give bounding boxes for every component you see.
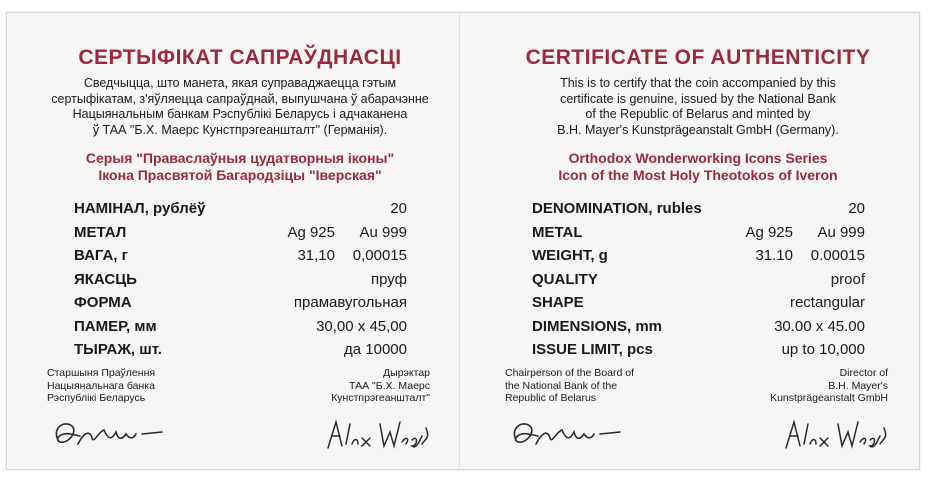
spec-value: 20: [848, 200, 865, 217]
chairperson-signature: [50, 410, 170, 458]
series-heading: [20, 150, 460, 184]
signatory-left: [47, 367, 155, 405]
spec-label: ISSUE LIMIT, pcs: [532, 341, 653, 358]
spec-row-shape: [478, 294, 918, 318]
spec-value-gold: 0.00015: [810, 247, 865, 264]
spec-label: DENOMINATION, rubles: [532, 200, 702, 217]
spec-value-gold: Au 999: [359, 223, 407, 241]
spec-value: proof: [830, 270, 865, 288]
certificate-title: CERTIFICATE OF AUTHENTICITY: [525, 46, 871, 69]
spec-row-issue-limit: [20, 341, 460, 365]
intro-text: [20, 76, 460, 138]
spec-label: WEIGHT, g: [532, 247, 608, 264]
spec-value-silver: 31.10: [755, 247, 793, 264]
signatory-line: Kunstprägeanstalt GmbH: [770, 392, 888, 404]
spec-value: да 10000: [344, 341, 407, 358]
spec-row-weight: [478, 247, 918, 271]
spec-row-dimensions: [478, 318, 918, 342]
spec-label: ЯКАСЦЬ: [74, 270, 137, 288]
spec-row-issue-limit: [478, 341, 918, 365]
spec-row-metal: [478, 224, 918, 248]
signatory-right: [770, 367, 888, 405]
spec-label: ТЫРАЖ, шт.: [74, 341, 162, 358]
signatory-line: Дырэктар: [383, 367, 430, 379]
spec-value: 30,00 x 45,00: [316, 317, 407, 335]
icon-name: Ікона Прасвятой Багародзіцы "Іверская": [98, 167, 382, 183]
intro-line: This is to certify that the coin accompanied by this: [560, 76, 836, 90]
signatory-line: Старшыня Праўлення: [47, 367, 156, 379]
intro-text: [478, 76, 918, 138]
signatory-line: Director of: [839, 367, 888, 379]
spec-row-weight: [20, 247, 460, 271]
spec-value: прамавугольная: [293, 294, 407, 311]
icon-name: Icon of the Most Holy Theotokos of Iveron: [558, 167, 838, 183]
spec-label: METAL: [532, 223, 583, 241]
spec-value: rectangular: [789, 294, 865, 311]
spec-table: [478, 200, 918, 365]
spec-value-silver: 31,10: [297, 247, 335, 264]
intro-line: certificate is genuine, issued by the National Bank: [560, 91, 836, 106]
spec-label: ВАГА, г: [74, 247, 128, 264]
intro-line: B.H. Mayer's Kunstprägeanstalt GmbH (Germany).: [557, 122, 839, 137]
signatory-line: Кунстпрэгеаншталт": [331, 392, 430, 404]
signatory-line: Рэспублікі Беларусь: [47, 392, 146, 404]
spec-row-quality: [478, 271, 918, 295]
signatory-right: [331, 367, 430, 405]
intro-line: of the Republic of Belarus and minted by: [585, 107, 811, 121]
director-signature: [780, 410, 890, 458]
spec-row-denomination: [20, 200, 460, 224]
spec-label: SHAPE: [532, 294, 584, 311]
signatory-line: Chairperson of the Board of: [505, 367, 634, 379]
spec-row-shape: [20, 294, 460, 318]
spec-label: ПАМЕР, мм: [74, 317, 157, 335]
signatory-line: the National Bank of the: [505, 379, 618, 392]
series-name: Серыя "Праваслаўныя цудатворныя іконы": [85, 150, 395, 166]
spec-row-dimensions: [20, 318, 460, 342]
signatory-line: B.H. Mayer's: [828, 379, 888, 392]
intro-line: Сведчыцца, што манета, якая суправаджаецца гэтым: [83, 76, 397, 90]
spec-label: ФОРМА: [74, 294, 132, 311]
spec-row-denomination: [478, 200, 918, 224]
certificate-title: СЕРТЫФІКАТ САПРАЎДНАСЦІ: [78, 46, 402, 69]
series-heading: [478, 150, 918, 184]
english-panel: [478, 12, 918, 468]
spec-row-quality: [20, 271, 460, 295]
signatory-line: ТАА "Б.Х. Маерс: [349, 379, 430, 392]
signatory-left: [505, 367, 634, 405]
spec-value: 30.00 x 45.00: [774, 317, 865, 335]
spec-label: МЕТАЛ: [74, 223, 127, 241]
signatory-line: Нацыянальнага банка: [47, 379, 155, 392]
spec-row-metal: [20, 224, 460, 248]
spec-value: 20: [390, 200, 407, 217]
belarusian-panel: [20, 12, 460, 468]
chairperson-signature: [508, 410, 628, 458]
spec-value-silver: Ag 925: [287, 223, 335, 241]
spec-label: НАМІНАЛ, рублёў: [74, 200, 206, 217]
spec-label: QUALITY: [532, 270, 598, 288]
spec-value: up to 10,000: [781, 341, 865, 358]
series-name: Orthodox Wonderworking Icons Series: [568, 150, 828, 166]
intro-line: сертыфікатам, з'яўляецца сапраўднай, выпушчана ў абарачэнне: [51, 91, 429, 106]
spec-label: DIMENSIONS, mm: [532, 317, 663, 335]
spec-value-gold: 0,00015: [352, 247, 407, 264]
spec-value: пруф: [371, 270, 407, 288]
spec-table: [20, 200, 460, 365]
director-signature: [322, 410, 432, 458]
spec-value-gold: Au 999: [817, 223, 865, 241]
intro-line: Нацыянальным банкам Рэспублікі Беларусь і адчаканена: [72, 107, 408, 121]
spec-value-silver: Ag 925: [745, 223, 793, 241]
intro-line: ў ТАА "Б.Х. Маерс Кунстпрэгеаншталт" (Германія).: [92, 122, 388, 137]
signatory-line: Republic of Belarus: [505, 392, 597, 404]
